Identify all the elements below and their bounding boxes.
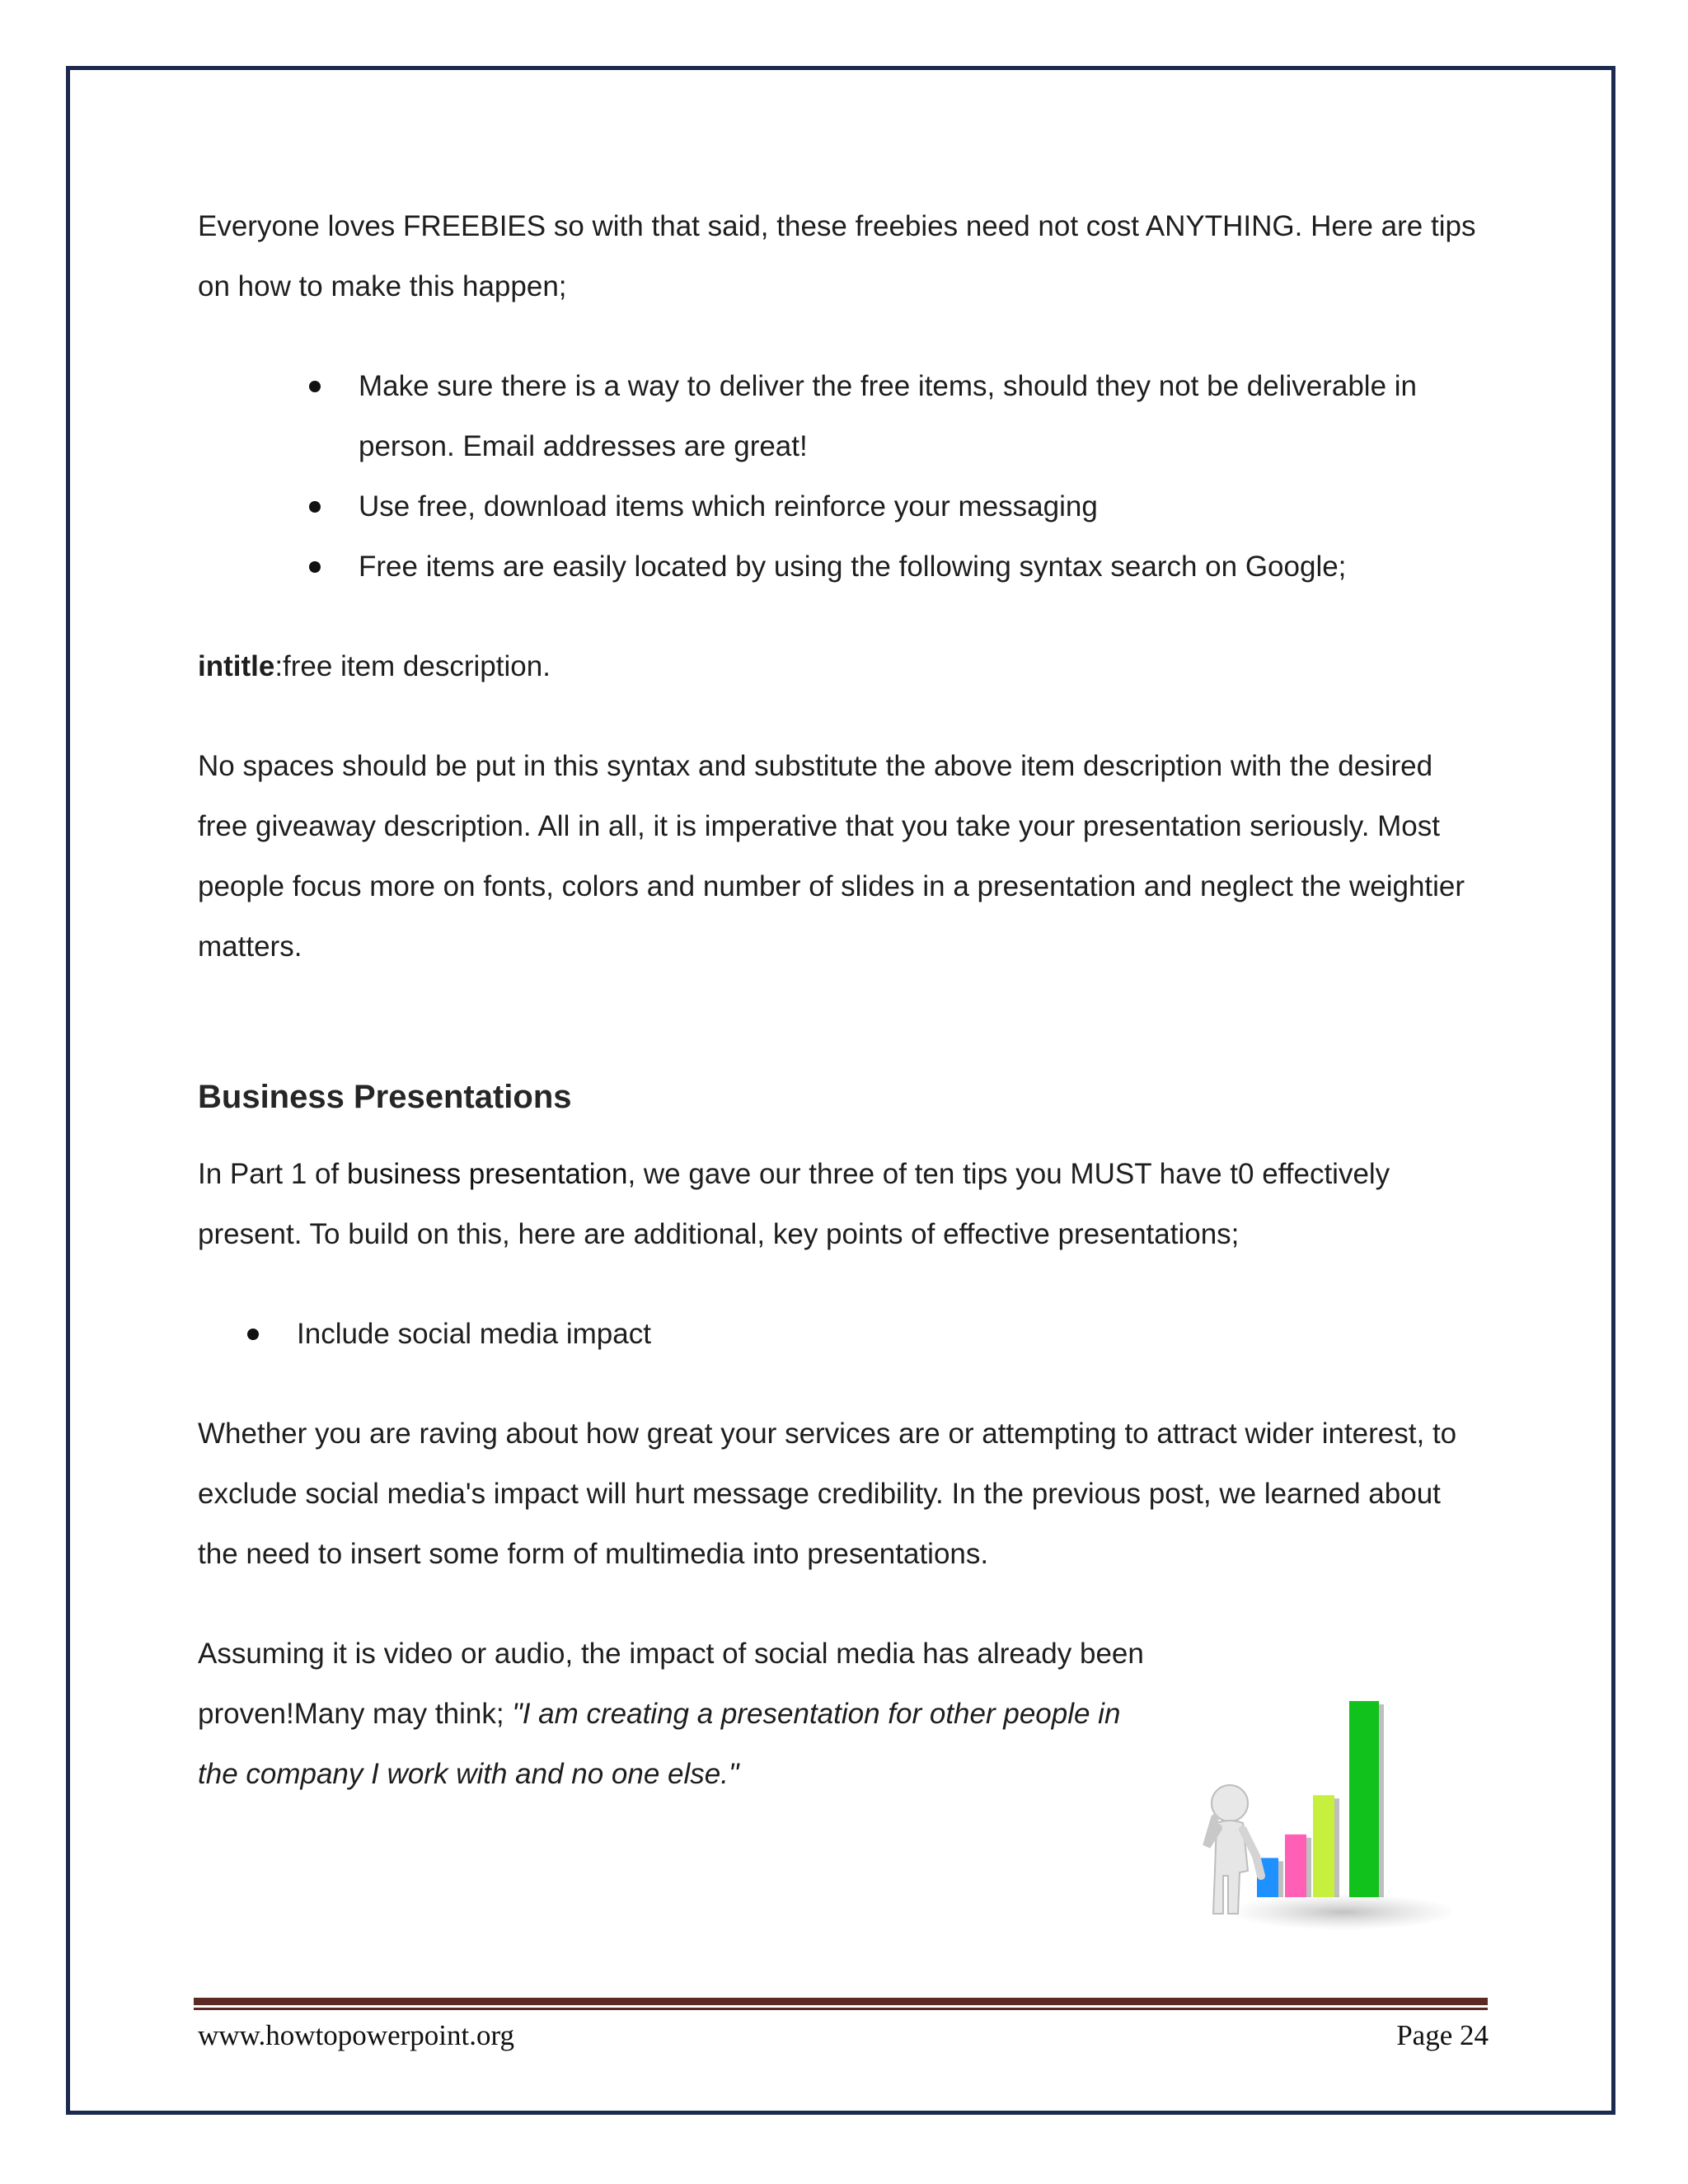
tip-text: Free items are easily located by using the following syntax search on Google; (359, 551, 1347, 583)
bullet-icon (309, 561, 321, 573)
section-paragraph-1 (198, 1144, 1484, 1264)
figure-bar (1313, 1795, 1334, 1897)
social-list (198, 1304, 1484, 1364)
bar-chart-figure-icon (1179, 1681, 1451, 1945)
syntax-line (198, 636, 1484, 696)
syntax-note-paragraph: No spaces should be put in this syntax and substitute the above item description with the desired free giveaway description. All in all, it is imperative that you take your presentation seriously. Most people focus more on fonts, colors and number of slides in a presentation and neglect the weightier matters. (198, 750, 1465, 963)
tip-text: Make sure there is a way to deliver the free items, should they not be deliverable in person. Email addresses are great! (359, 370, 1418, 462)
document-body (198, 196, 1484, 1844)
section-paragraph-2: Whether you are raving about how great your services are or attempting to attract wider interest, to exclude social media's impact will hurt message credibility. In the previous post, we learned about the need to insert some form of multimedia into presentations. (198, 1418, 1457, 1570)
figure-bar-side (1379, 1704, 1384, 1897)
business-presentation-link[interactable]: business presentation (346, 1158, 628, 1190)
para1-before: In Part 1 of (198, 1158, 347, 1190)
footer-url[interactable]: www.howtopowerpoint.org (198, 2019, 514, 2051)
figure-bar (1285, 1835, 1306, 1897)
para3-before: Assuming it is video or audio, the impact of social media has already been proven!Many may think; (198, 1638, 1144, 1730)
para1-after: , we gave our three of ten tips you MUST have t0 effectively present. To build on this, here are additional, key points of effective presentations; (198, 1158, 1390, 1250)
footer-rule (194, 1998, 1488, 2005)
figure-bar-side (1306, 1838, 1311, 1897)
figure-bars (1257, 1701, 1384, 1897)
bullet-icon (309, 381, 321, 392)
syntax-rest: :free item description. (274, 650, 551, 682)
bullet-icon (247, 1329, 259, 1340)
shadow (1228, 1894, 1451, 1930)
section-heading: Business Presentations (198, 1079, 572, 1115)
figure-bar-side (1334, 1798, 1339, 1897)
list-item (309, 476, 1484, 537)
list-item (309, 356, 1484, 476)
figure-bar-side (1278, 1861, 1283, 1897)
list-item (309, 537, 1484, 597)
figure-bar (1349, 1701, 1379, 1897)
syntax-keyword: intitle (198, 650, 275, 682)
page-number: Page 24 (1396, 2019, 1489, 2051)
thinking-person-icon (1207, 1785, 1261, 1914)
section-paragraph-3 (198, 1624, 1154, 1804)
footer-rule-thin (194, 2008, 1488, 2010)
intro-paragraph: Everyone loves FREEBIES so with that said, these freebies need not cost ANYTHING. Here are tips on how to make this happen; (198, 210, 1476, 302)
tips-list (198, 356, 1484, 597)
bullet-icon (309, 501, 321, 513)
quote-text: "I am creating a presentation for other people in the company I work with and no one else." (198, 1698, 1121, 1790)
tip-text: Use free, download items which reinforce your messaging (359, 490, 1098, 523)
social-bullet-text: Include social media impact (297, 1318, 651, 1350)
list-item (247, 1304, 1484, 1364)
